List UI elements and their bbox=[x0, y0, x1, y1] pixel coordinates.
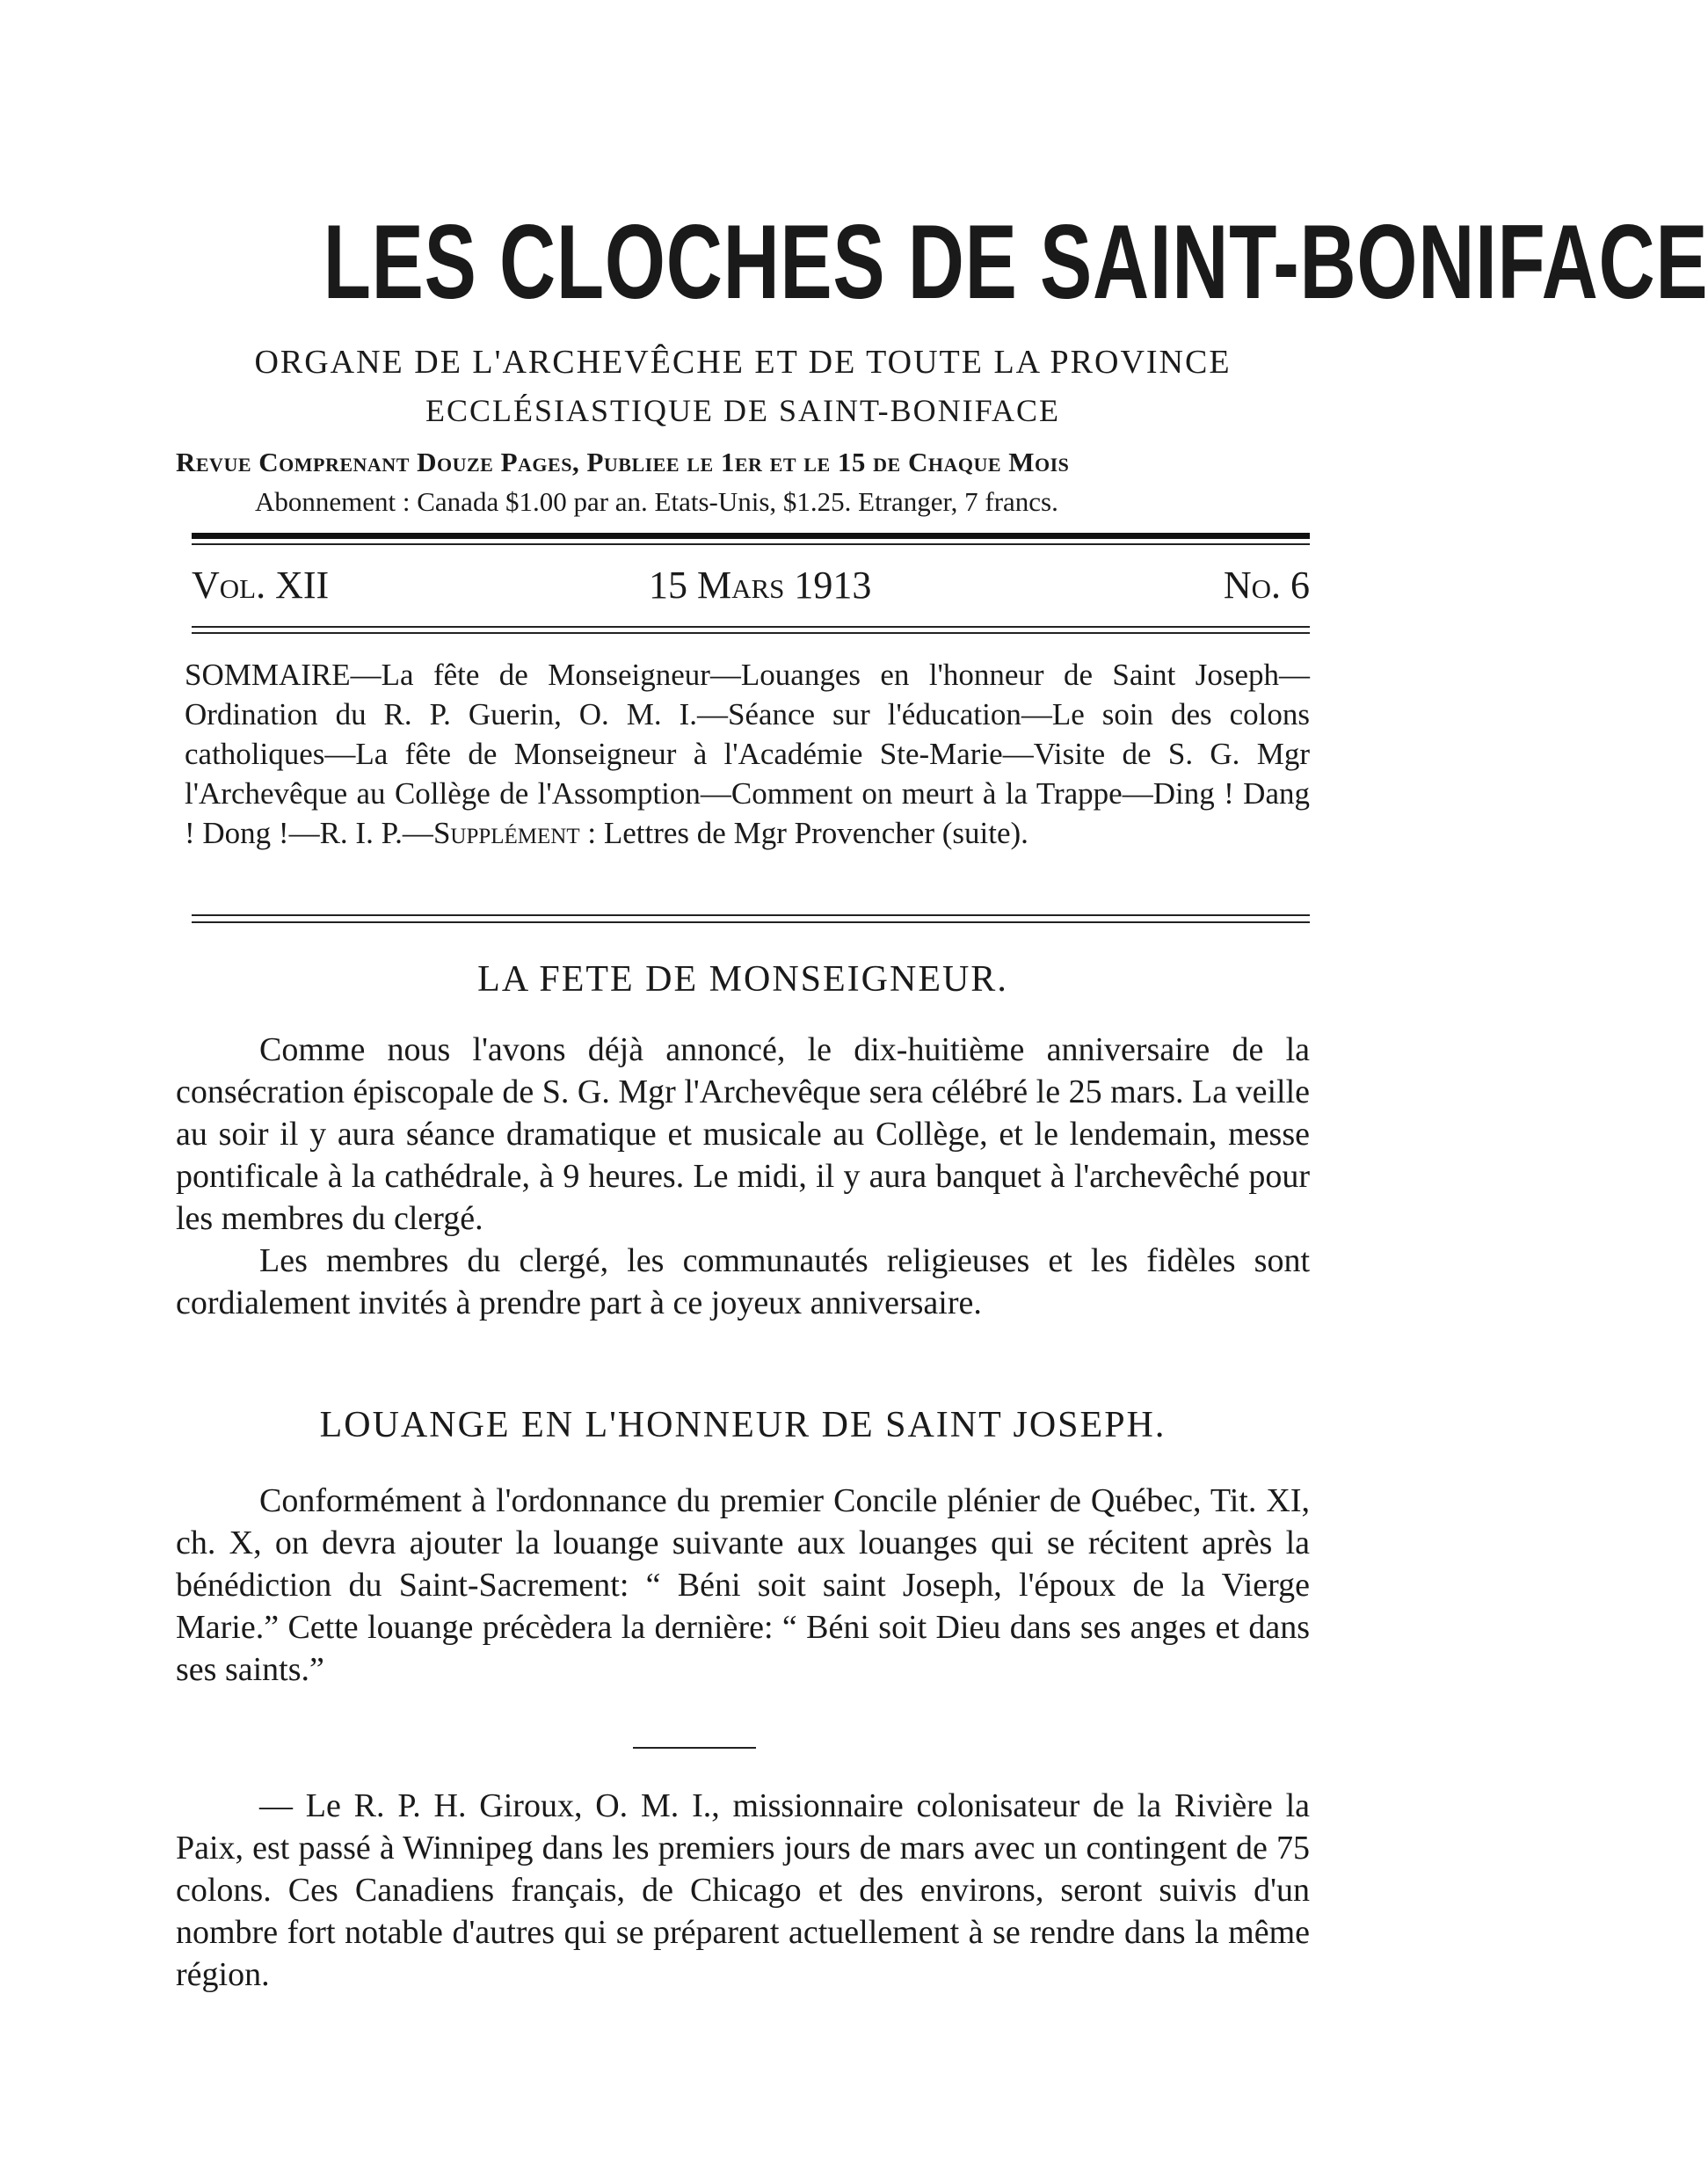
masthead-subtitle-line2: ECCLÉSIASTIQUE DE SAINT-BONIFACE bbox=[425, 393, 1060, 428]
article2-paragraph-1: Conformément à l'ordonnance du premier Concile plénier de Québec, Tit. XI, ch. X, on devra ajouter la louange suivante aux louanges qui se récitent après la bénédiction du Saint-Sacrement: “ Béni soit saint Joseph, l'époux de la Vierge Marie.” Cette louange précèdera la dernière: “ Béni soit Dieu dans ses anges et dans ses saints.” bbox=[176, 1482, 1310, 1688]
sommaire-rule-top bbox=[192, 914, 1310, 916]
revue-description: Revue Comprenant Douze Pages, Publiee le 1er et le 15 de Chaque Mois bbox=[176, 447, 1070, 477]
masthead-title: LES CLOCHES DE SAINT-BONIFACE bbox=[323, 203, 1708, 321]
article1-paragraph-1: Comme nous l'avons déjà annoncé, le dix-huitième anniversaire de la consécration épiscopale de S. G. Mgr l'Archevêque sera célébré le 25 mars. La veille au soir il y aura séance dramatique et musicale au Collège, et le lendemain, messe pontificale à la cathédrale, à 9 heures. Le midi, il y aura banquet à l'archevêché pour les membres du clergé. bbox=[176, 1031, 1310, 1237]
volume-label: Vol. XII bbox=[192, 564, 330, 607]
issue-number: No. 6 bbox=[1223, 564, 1310, 607]
article1-paragraph-2: Les membres du clergé, les communautés religieuses et les fidèles sont cordialement invités à prendre part à ce joyeux anniversaire. bbox=[176, 1242, 1310, 1321]
issue-rule-bottom bbox=[192, 632, 1310, 634]
sommaire-label: SOMMAIRE bbox=[185, 658, 351, 692]
sommaire-text: —La fête de Monseigneur—Louanges en l'honneur de Saint Joseph—Ordination du R. P. Guerin, O. M. I.—Séance sur l'éducation—Le soin des colons catholiques—La fête de Monseigneur à l'Académie Ste-Marie—Visite de S. G. Mgr l'Archevêque au Collège de l'Assomption—Comment on meurt à la Trappe—Ding ! Dang ! Dong !—R. I. P.— bbox=[185, 658, 1310, 850]
subscription-info: Abonnement : Canada $1.00 par an. Etats-Unis, $1.25. Etranger, 7 francs. bbox=[255, 486, 1058, 517]
notice-paragraph: — Le R. P. H. Giroux, O. M. I., missionnaire colonisateur de la Rivière la Paix, est passé à Winnipeg dans les premiers jours de mars avec un contingent de 75 colons. Ces Canadiens français, de Chicago et des environs, seront suivis d'un nombre fort notable d'autres qui se préparent actuellement à se rendre dans la même région. bbox=[176, 1787, 1310, 1993]
table-of-contents bbox=[185, 655, 1310, 853]
supplement-label: Supplément bbox=[432, 816, 580, 850]
sommaire-rule-bottom bbox=[192, 921, 1310, 923]
article2-heading: LOUANGE EN L'HONNEUR DE SAINT JOSEPH. bbox=[319, 1405, 1167, 1445]
notice-body bbox=[176, 1785, 1310, 1996]
header-rule-thin bbox=[192, 543, 1310, 545]
masthead-subtitle-line1: ORGANE DE L'ARCHEVÊCHE ET DE TOUTE LA PROVINCE bbox=[254, 344, 1232, 381]
supplement-text: : Lettres de Mgr Provencher (suite). bbox=[579, 816, 1028, 850]
header-rule-thick bbox=[192, 533, 1310, 539]
article1-body bbox=[176, 1029, 1310, 1324]
issue-date: 15 Mars 1913 bbox=[649, 564, 872, 607]
separator-rule bbox=[633, 1747, 756, 1749]
issue-rule-top bbox=[192, 626, 1310, 628]
article2-body bbox=[176, 1480, 1310, 1691]
article1-heading: LA FETE DE MONSEIGNEUR. bbox=[477, 959, 1008, 1000]
